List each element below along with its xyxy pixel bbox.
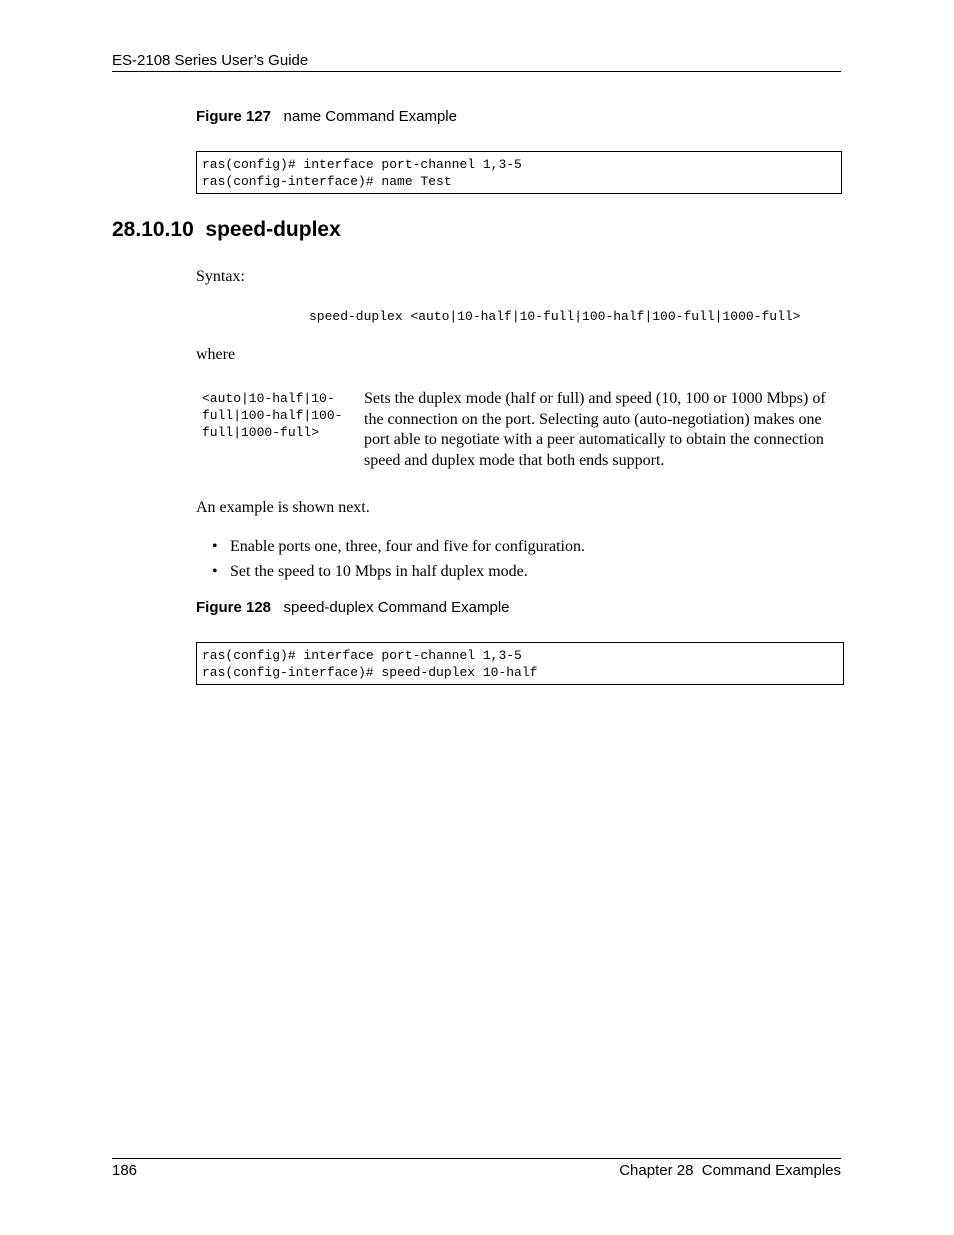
code-line: ras(config)# interface port-channel 1,3-5 (202, 648, 522, 663)
running-header-title: ES-2108 Series User’s Guide (112, 52, 309, 69)
figure-127-caption (196, 108, 457, 125)
parameter-name-line: full|100-half|100- (202, 408, 343, 423)
parameter-name (202, 390, 362, 441)
list-item (212, 562, 585, 587)
example-intro: An example is shown next. (196, 499, 370, 516)
example-steps-list (212, 537, 585, 587)
figure-127-title: name Command Example (283, 108, 457, 125)
syntax-command: speed-duplex <auto|10-half|10-full|100-half|100-full|1000-full> (309, 309, 801, 324)
chapter-title: Chapter 28 Command Examples (619, 1162, 841, 1179)
parameter-name-line: full|1000-full> (202, 425, 320, 440)
list-item (212, 537, 585, 562)
figure-127-label: Figure 127 (196, 108, 272, 125)
list-item-text: Enable ports one, three, four and five for configuration. (230, 538, 585, 555)
figure-128-title: speed-duplex Command Example (283, 599, 510, 616)
code-line: ras(config-interface)# name Test (202, 174, 452, 189)
syntax-label: Syntax: (196, 268, 245, 285)
bullet-icon: • (212, 563, 218, 580)
figure-128-label: Figure 128 (196, 599, 272, 616)
figure-128-caption (196, 599, 510, 616)
code-line: ras(config)# interface port-channel 1,3-5 (202, 157, 522, 172)
where-label: where (196, 346, 236, 363)
parameter-description: Sets the duplex mode (half or full) and speed (10, 100 or 1000 Mbps) of the connection on the port. Selecting auto (auto-negotiation) makes one port able to negotiate with a peer automatically to obtain the connection speed and duplex mode that both ends support. (364, 390, 826, 469)
list-item-text: Set the speed to 10 Mbps in half duplex mode. (230, 563, 528, 580)
figure-128-code-box (196, 642, 844, 685)
figure-127-code-box (196, 151, 842, 194)
section-heading: 28.10.10 speed-duplex (112, 218, 341, 241)
code-line: ras(config-interface)# speed-duplex 10-half (202, 665, 538, 680)
footer-divider (112, 1158, 841, 1159)
parameter-name-line: <auto|10-half|10- (202, 391, 335, 406)
page-number: 186 (112, 1162, 138, 1179)
header-divider (112, 71, 841, 72)
bullet-icon: • (212, 538, 218, 555)
